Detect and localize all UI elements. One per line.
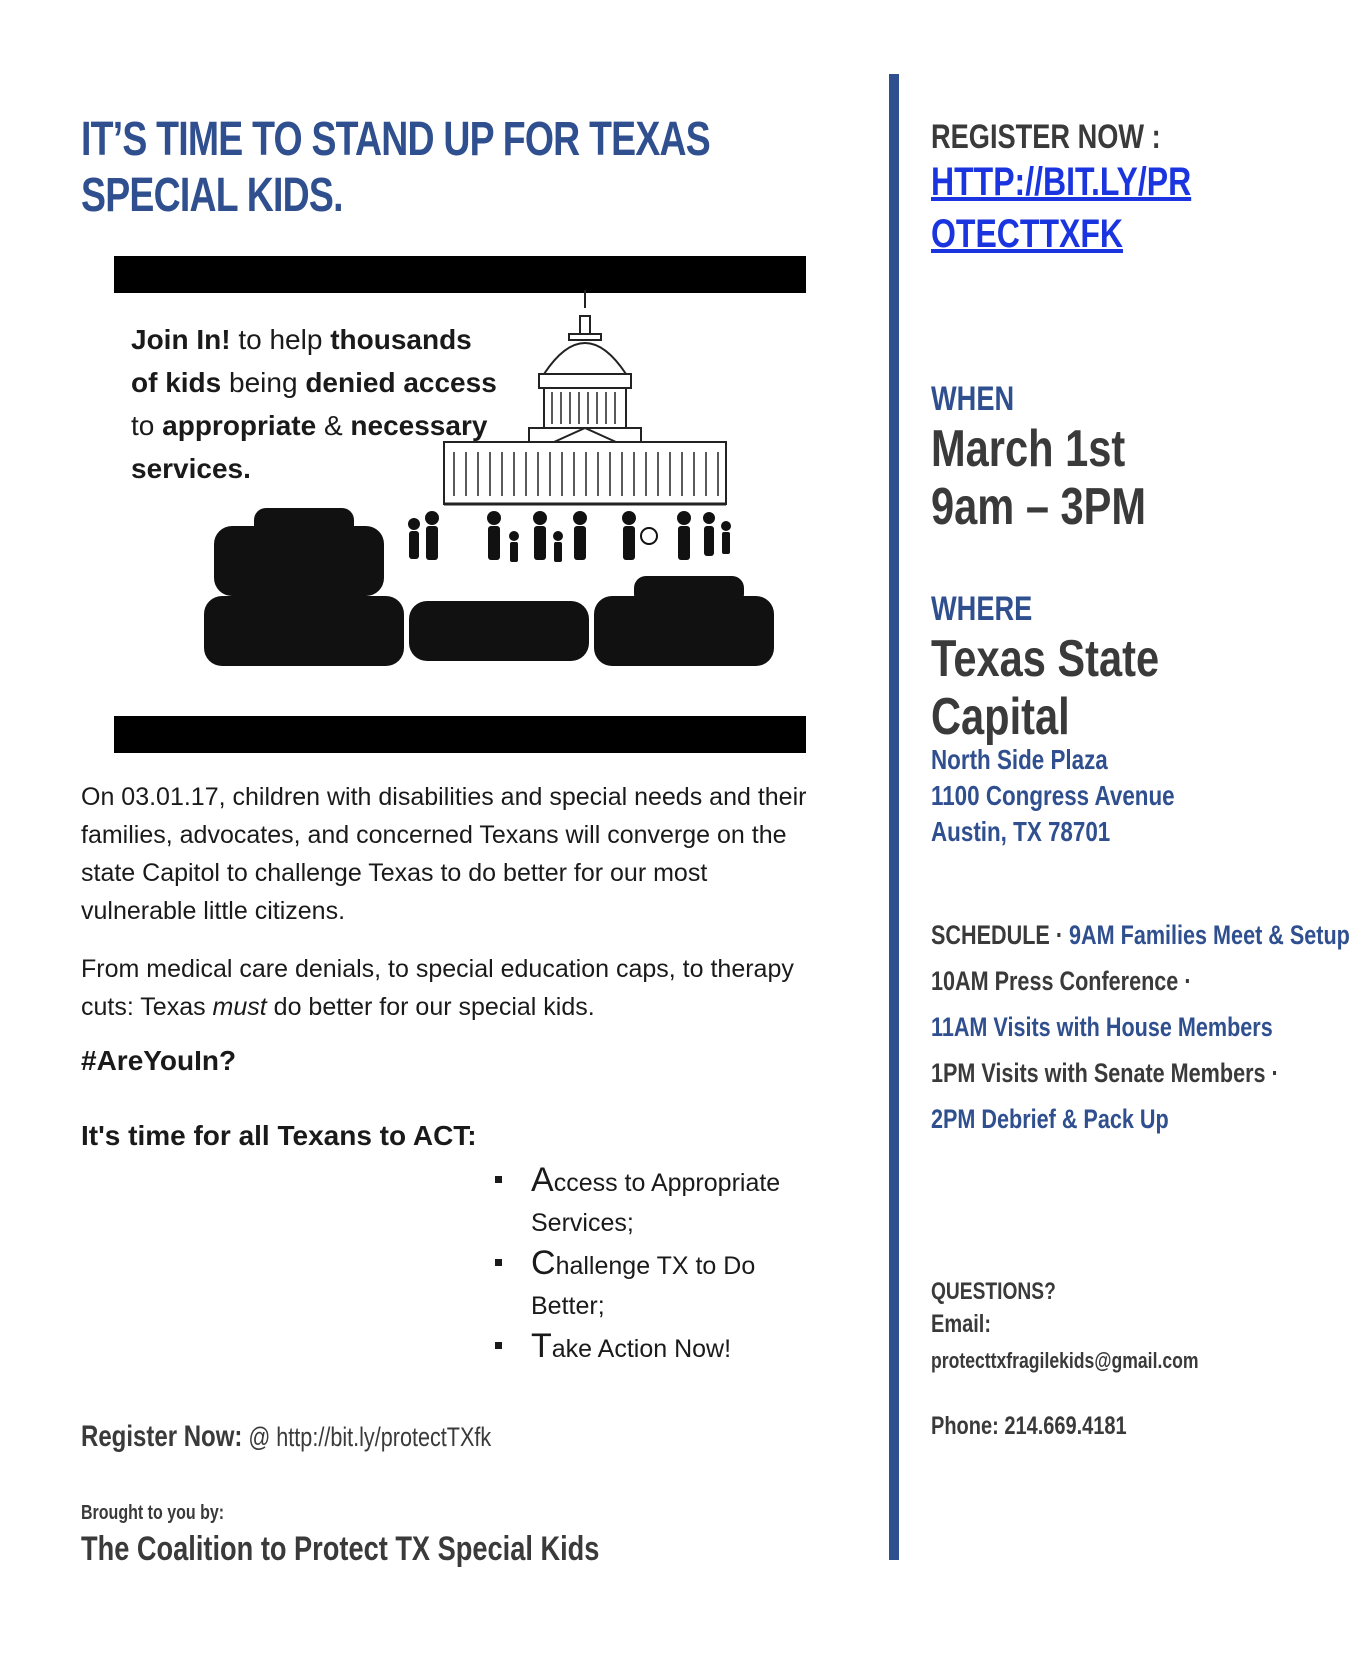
act-item-take-action: Take Action Now! (495, 1326, 835, 1369)
bullet-icon (495, 1176, 502, 1183)
capitol-building-icon (444, 290, 726, 504)
act-title: It's time for all Texans to ACT: (81, 1120, 477, 1151)
bullet-icon (495, 1259, 502, 1266)
email-address[interactable]: protecttxfragilekids@gmail.com (931, 1348, 1199, 1373)
event-time: 9am – 3PM (931, 478, 1147, 536)
page-headline (81, 112, 887, 224)
bullet-icon (495, 1342, 502, 1349)
capitol-crowd-illustration (114, 256, 806, 752)
questions-label: QUESTIONS? (931, 1278, 1056, 1305)
hero-image (114, 256, 806, 752)
register-footer (81, 1420, 594, 1454)
intro-paragraph: On 03.01.17, children with disabilities and special needs and their families, advocates, and concerned Texans will converge on the state Capitol to challenge Texas to do better for our most vulnerable little citizens. (81, 783, 807, 925)
hero-caption: Join In! to help thousands of kids being denied access to appropriate & necessary services. (131, 324, 497, 484)
column-divider (889, 74, 899, 1560)
event-place: Texas State Capital (931, 630, 1160, 746)
schedule-label: SCHEDULE (931, 920, 1050, 950)
act-item-challenge: Challenge TX to Do Better; (495, 1243, 835, 1326)
schedule: SCHEDULE · 9AM Families Meet & Setup 10AM Press Conference · 11AM Visits with House Members 1PM Visits with Senate Members · 2PM Debrief & Pack Up (931, 920, 1350, 1134)
sidebar-register-link[interactable]: HTTP://BIT.LY/PR OTECTTXFK (931, 160, 1192, 256)
act-list (495, 1160, 835, 1369)
act-item-access: Access to Appropriate Services; (495, 1160, 835, 1243)
where-label: WHERE (931, 590, 1033, 628)
hashtag: #AreYouIn? (81, 1045, 237, 1076)
sidebar-register-label: REGISTER NOW : (931, 118, 1161, 156)
headline-line-1: IT’S TIME TO STAND UP FOR TEXAS (81, 113, 710, 166)
headline-line-2: SPECIAL KIDS. (81, 169, 343, 222)
email-label: Email: (931, 1310, 992, 1338)
issues-paragraph: From medical care denials, to special education caps, to therapy cuts: Texas must do better for our special kids. (81, 955, 794, 1021)
coalition-name: The Coalition to Protect TX Special Kids (81, 1530, 600, 1568)
event-address: North Side Plaza 1100 Congress Avenue Austin, TX 78701 (931, 744, 1175, 847)
brought-by-label: Brought to you by: (81, 1502, 225, 1524)
register-footer-link[interactable]: @ http://bit.ly/protectTXfk (242, 1422, 492, 1452)
event-date: March 1st (931, 420, 1126, 478)
crowd-silhouette-icon (204, 508, 774, 666)
phone-number: Phone: 214.669.4181 (931, 1412, 1127, 1440)
when-label: WHEN (931, 380, 1015, 418)
event-date-time (931, 420, 1261, 536)
register-footer-label: Register Now: (81, 1420, 243, 1453)
